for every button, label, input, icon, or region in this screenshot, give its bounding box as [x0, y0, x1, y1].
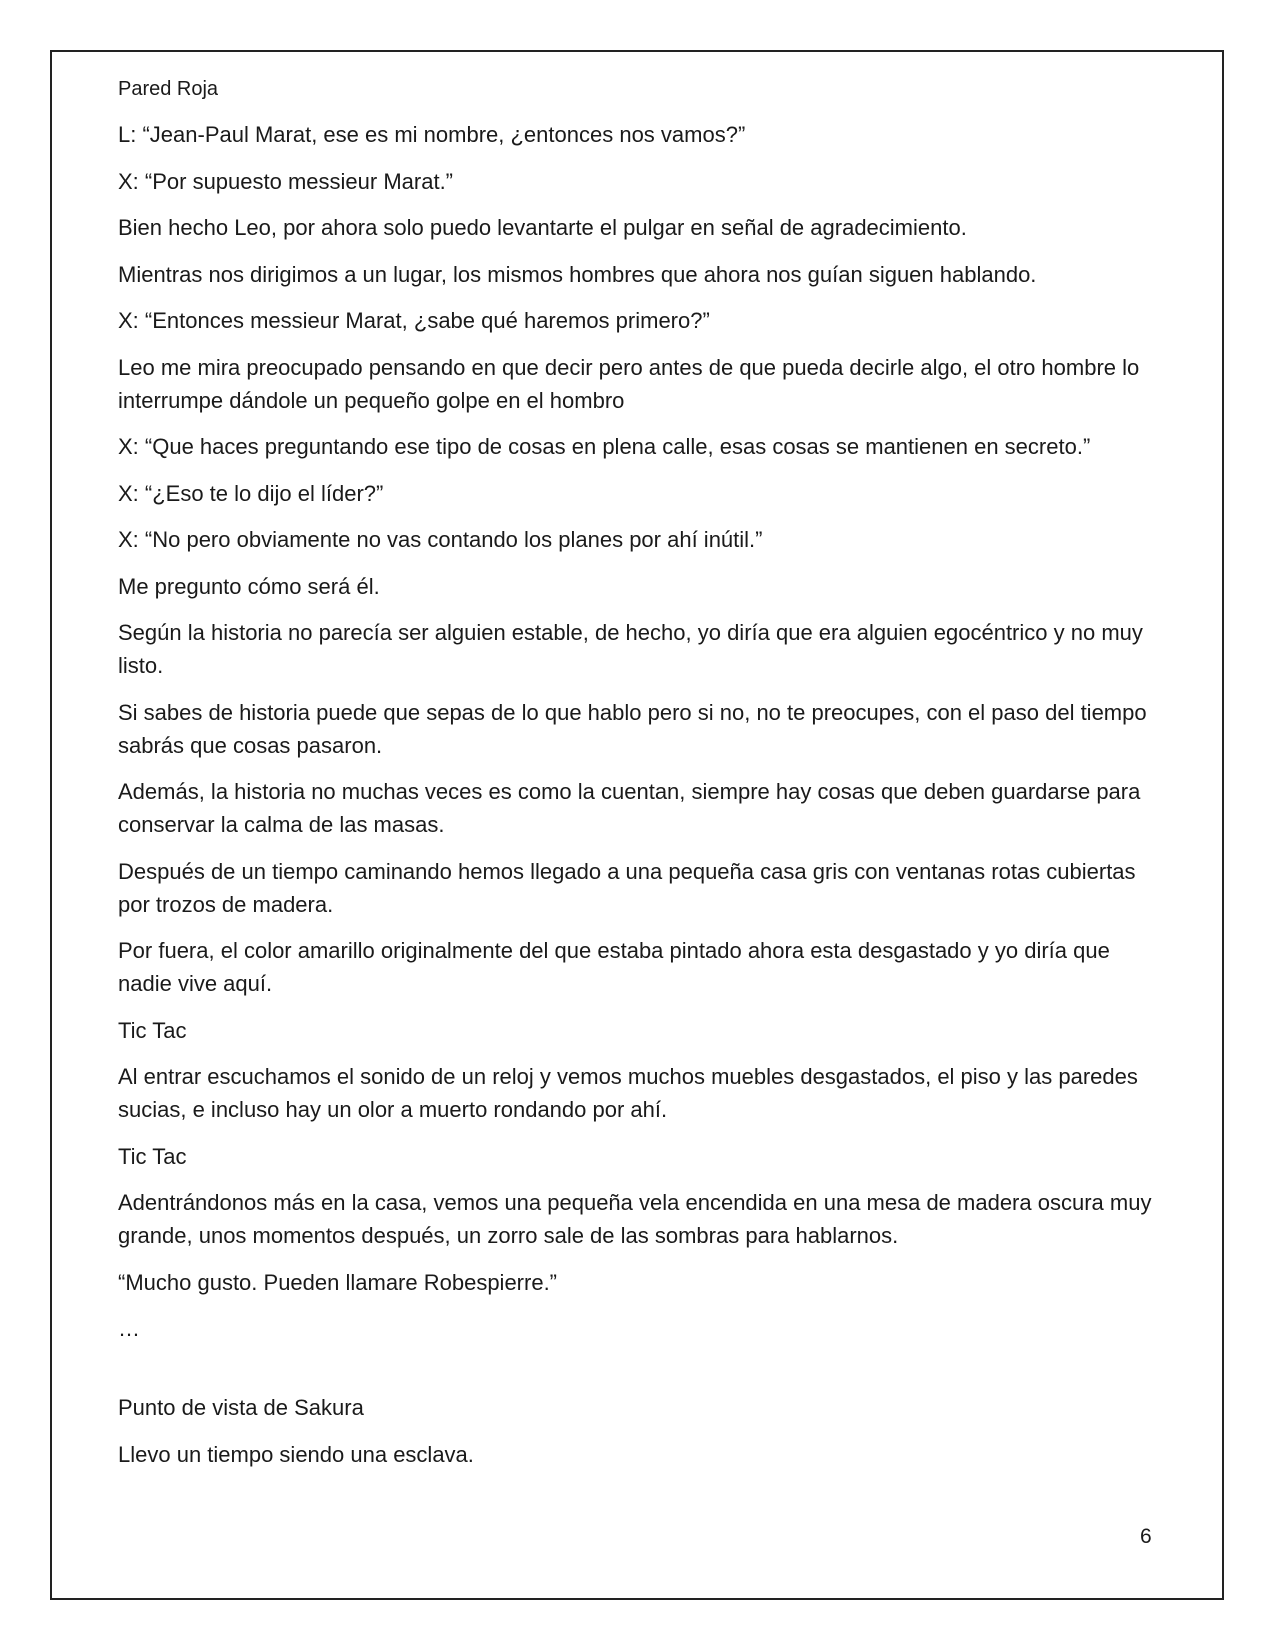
paragraph: Me pregunto cómo será él.	[118, 573, 380, 599]
paragraph: X: “Entonces messieur Marat, ¿sabe qué haremos primero?”	[118, 308, 710, 333]
body-text	[118, 118, 1168, 1484]
paragraph: L: “Jean-Paul Marat, ese es mi nombre, ¿entonces nos vamos?”	[118, 122, 746, 147]
page-number: 6	[1140, 1525, 1152, 1548]
section-heading: Punto de vista de Sakura	[118, 1395, 364, 1420]
paragraph: Si sabes de historia puede que sepas de lo que hablo pero si no, no te preocupes, con el paso del tiempo sabrás que cosas pasaron.	[118, 699, 1153, 758]
paragraph: Leo me mira preocupado pensando en que decir pero antes de que pueda decirle algo, el otro hombre lo interrumpe dándole un pequeño golpe en el hombro	[118, 354, 1146, 413]
paragraph: X: “Que haces preguntando ese tipo de cosas en plena calle, esas cosas se mantienen en secreto.”	[118, 434, 1091, 459]
paragraph: Al entrar escuchamos el sonido de un reloj y vemos muchos muebles desgastados, el piso y las paredes sucias, e incluso hay un olor a muerto rondando por ahí.	[118, 1064, 1144, 1122]
paragraph: Adentrándonos más en la casa, vemos una pequeña vela encendida en una mesa de madera oscura muy grande, unos momentos después, un zorro sale de las sombras para hablarnos.	[118, 1190, 1158, 1248]
paragraph: X: “No pero obviamente no vas contando los planes por ahí inútil.”	[118, 527, 763, 552]
paragraph: “Mucho gusto. Pueden llamare Robespierre.”	[118, 1269, 558, 1295]
ellipsis-break: …	[118, 1316, 140, 1341]
paragraph: Según la historia no parecía ser alguien estable, de hecho, yo diría que era alguien egocéntrico y no muy listo.	[118, 620, 1150, 678]
paragraph: Tic Tac	[118, 1143, 187, 1169]
paragraph: Mientras nos dirigimos a un lugar, los mismos hombres que ahora nos guían siguen hablando.	[118, 261, 1037, 287]
paragraph: X: “Por supuesto messieur Marat.”	[118, 168, 454, 194]
paragraph: Por fuera, el color amarillo originalmente del que estaba pintado ahora esta desgastado y yo diría que nadie vive aquí.	[118, 938, 1116, 996]
paragraph: Después de un tiempo caminando hemos llegado a una pequeña casa gris con ventanas rotas cubiertas por trozos de madera.	[118, 858, 1142, 917]
paragraph: Además, la historia no muchas veces es como la cuentan, siempre hay cosas que deben guardarse para conservar la calma de las masas.	[118, 779, 1147, 837]
paragraph: Tic Tac	[118, 1017, 187, 1043]
paragraph: Bien hecho Leo, por ahora solo puedo levantarte el pulgar en señal de agradecimiento.	[118, 215, 967, 240]
paragraph: X: “¿Eso te lo dijo el líder?”	[118, 480, 384, 506]
paragraph: Llevo un tiempo siendo una esclava.	[118, 1441, 474, 1467]
running-header: Pared Roja	[118, 78, 219, 100]
